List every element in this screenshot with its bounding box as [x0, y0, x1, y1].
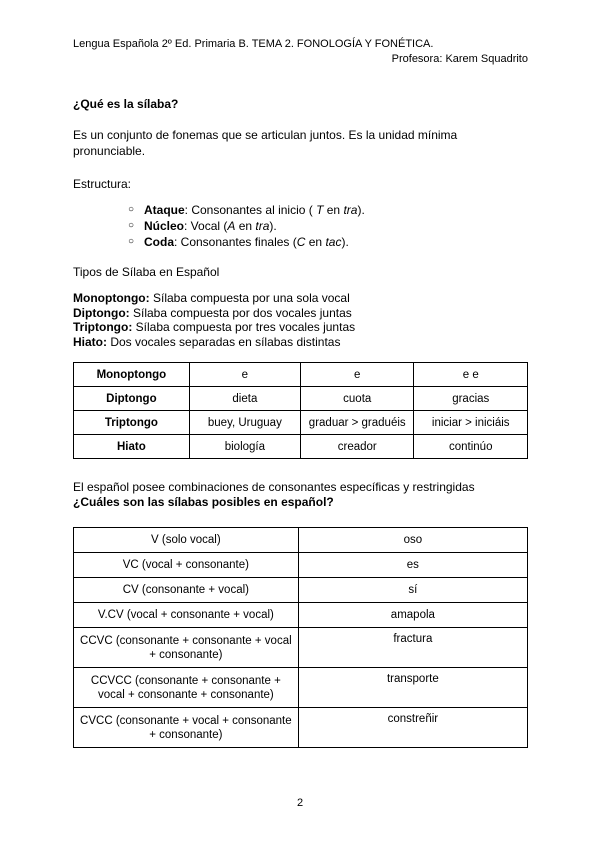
- table-cell: cuota: [300, 387, 414, 411]
- item-word: tra: [343, 203, 358, 217]
- table-cell: iniciar > iniciáis: [414, 411, 528, 435]
- types-title: Tipos de Sílaba en Español: [73, 265, 220, 279]
- definition-term: Triptongo:: [73, 320, 133, 334]
- table-row: [74, 603, 528, 628]
- item-text: en: [323, 203, 344, 217]
- pattern-cell: CCVC (consonante + consonante + vocal + consonante): [74, 628, 299, 668]
- table-cell: continúo: [414, 435, 528, 459]
- types-definitions: [73, 291, 355, 349]
- section-title-silaba: ¿Qué es la sílaba?: [73, 97, 179, 111]
- term-ataque: Ataque: [144, 203, 185, 217]
- item-text: : Consonantes finales (: [174, 235, 297, 249]
- syllable-types-table: [73, 362, 528, 459]
- term-nucleo: Núcleo: [144, 219, 185, 233]
- hollow-bullet-icon: ○: [128, 236, 135, 247]
- table-cell: buey, Uruguay: [189, 411, 300, 435]
- table-cell: Diptongo: [74, 387, 190, 411]
- table-cell: graduar > graduéis: [300, 411, 414, 435]
- definition-desc: Sílaba compuesta por tres vocales juntas: [132, 320, 356, 334]
- item-letter: C: [296, 235, 306, 249]
- example-cell: fractura: [298, 628, 527, 668]
- header-course: Lengua Española 2º Ed. Primaria B. TEMA 2. FONOLOGÍA Y FONÉTICA.: [73, 38, 434, 50]
- example-cell: constreñir: [298, 708, 527, 748]
- pattern-cell: V.CV (vocal + consonante + vocal): [74, 603, 299, 628]
- item-text: ).: [357, 203, 365, 217]
- table-row: [74, 708, 528, 748]
- structure-list: [126, 202, 365, 250]
- pattern-cell: V (solo vocal): [74, 528, 299, 553]
- definition-term: Monoptongo:: [73, 291, 150, 305]
- pattern-cell: VC (vocal + consonante): [74, 553, 299, 578]
- definition-triptongo: [73, 320, 355, 335]
- table-cell: Triptongo: [74, 411, 190, 435]
- example-cell: amapola: [298, 603, 527, 628]
- definition-monoptongo: [73, 291, 355, 306]
- hollow-bullet-icon: ○: [128, 204, 135, 215]
- table-row: [74, 411, 528, 435]
- definition-diptongo: [73, 306, 355, 321]
- table-row: [74, 528, 528, 553]
- item-text: ).: [269, 219, 277, 233]
- structure-label: Estructura:: [73, 177, 132, 191]
- table-row: [74, 435, 528, 459]
- item-text: : Consonantes al inicio (: [184, 203, 317, 217]
- table-row: [74, 553, 528, 578]
- pattern-cell: CV (consonante + vocal): [74, 578, 299, 603]
- table-cell: dieta: [189, 387, 300, 411]
- hollow-bullet-icon: ○: [128, 220, 135, 231]
- item-text: en: [305, 235, 326, 249]
- item-word: tac: [325, 235, 342, 249]
- term-coda: Coda: [144, 235, 174, 249]
- definition-desc: Dos vocales separadas en sílabas distintas: [107, 334, 341, 349]
- table-cell: Hiato: [74, 435, 190, 459]
- item-text: en: [235, 219, 256, 233]
- table-row: [74, 578, 528, 603]
- table-row: [74, 628, 528, 668]
- table-cell: creador: [300, 435, 414, 459]
- silaba-definition: Es un conjunto de fonemas que se articulan juntos. Es la unidad mínima pronunciable.: [73, 128, 458, 158]
- possible-syllables-table: [73, 527, 528, 748]
- table-cell: Monoptongo: [74, 363, 190, 387]
- table-cell: e: [300, 363, 414, 387]
- table-cell: biología: [189, 435, 300, 459]
- item-text: ).: [341, 235, 349, 249]
- section-title-possible: ¿Cuáles son las sílabas posibles en español?: [73, 495, 334, 509]
- table-row: [74, 387, 528, 411]
- structure-item-ataque: [126, 202, 365, 218]
- table-row: [74, 668, 528, 708]
- item-text: : Vocal (: [184, 219, 228, 233]
- definition-term: Diptongo:: [73, 305, 130, 320]
- item-letter: T: [316, 203, 324, 217]
- table-cell: e: [189, 363, 300, 387]
- definition-desc: Sílaba compuesta por una sola vocal: [149, 291, 350, 305]
- example-cell: es: [298, 553, 527, 578]
- definition-hiato: [73, 335, 355, 350]
- example-cell: oso: [298, 528, 527, 553]
- structure-item-coda: [126, 234, 365, 250]
- table-cell: e e: [414, 363, 528, 387]
- header-teacher: Profesora: Karem Squadrito: [391, 53, 528, 65]
- structure-item-nucleo: [126, 218, 365, 234]
- table-row: [74, 363, 528, 387]
- example-cell: transporte: [298, 668, 527, 708]
- pattern-cell: CCVCC (consonante + consonante + vocal + consonante + consonante): [74, 668, 299, 708]
- page-number: 2: [296, 797, 304, 809]
- table-cell: gracias: [414, 387, 528, 411]
- definition-term: Hiato:: [73, 334, 107, 349]
- example-cell: sí: [298, 578, 527, 603]
- item-letter: A: [227, 219, 236, 233]
- item-word: tra: [255, 219, 270, 233]
- combinations-intro: El español posee combinaciones de consonantes específicas y restringidas: [73, 480, 475, 494]
- pattern-cell: CVCC (consonante + vocal + consonante + consonante): [74, 708, 299, 748]
- definition-desc: Sílaba compuesta por dos vocales juntas: [129, 305, 352, 320]
